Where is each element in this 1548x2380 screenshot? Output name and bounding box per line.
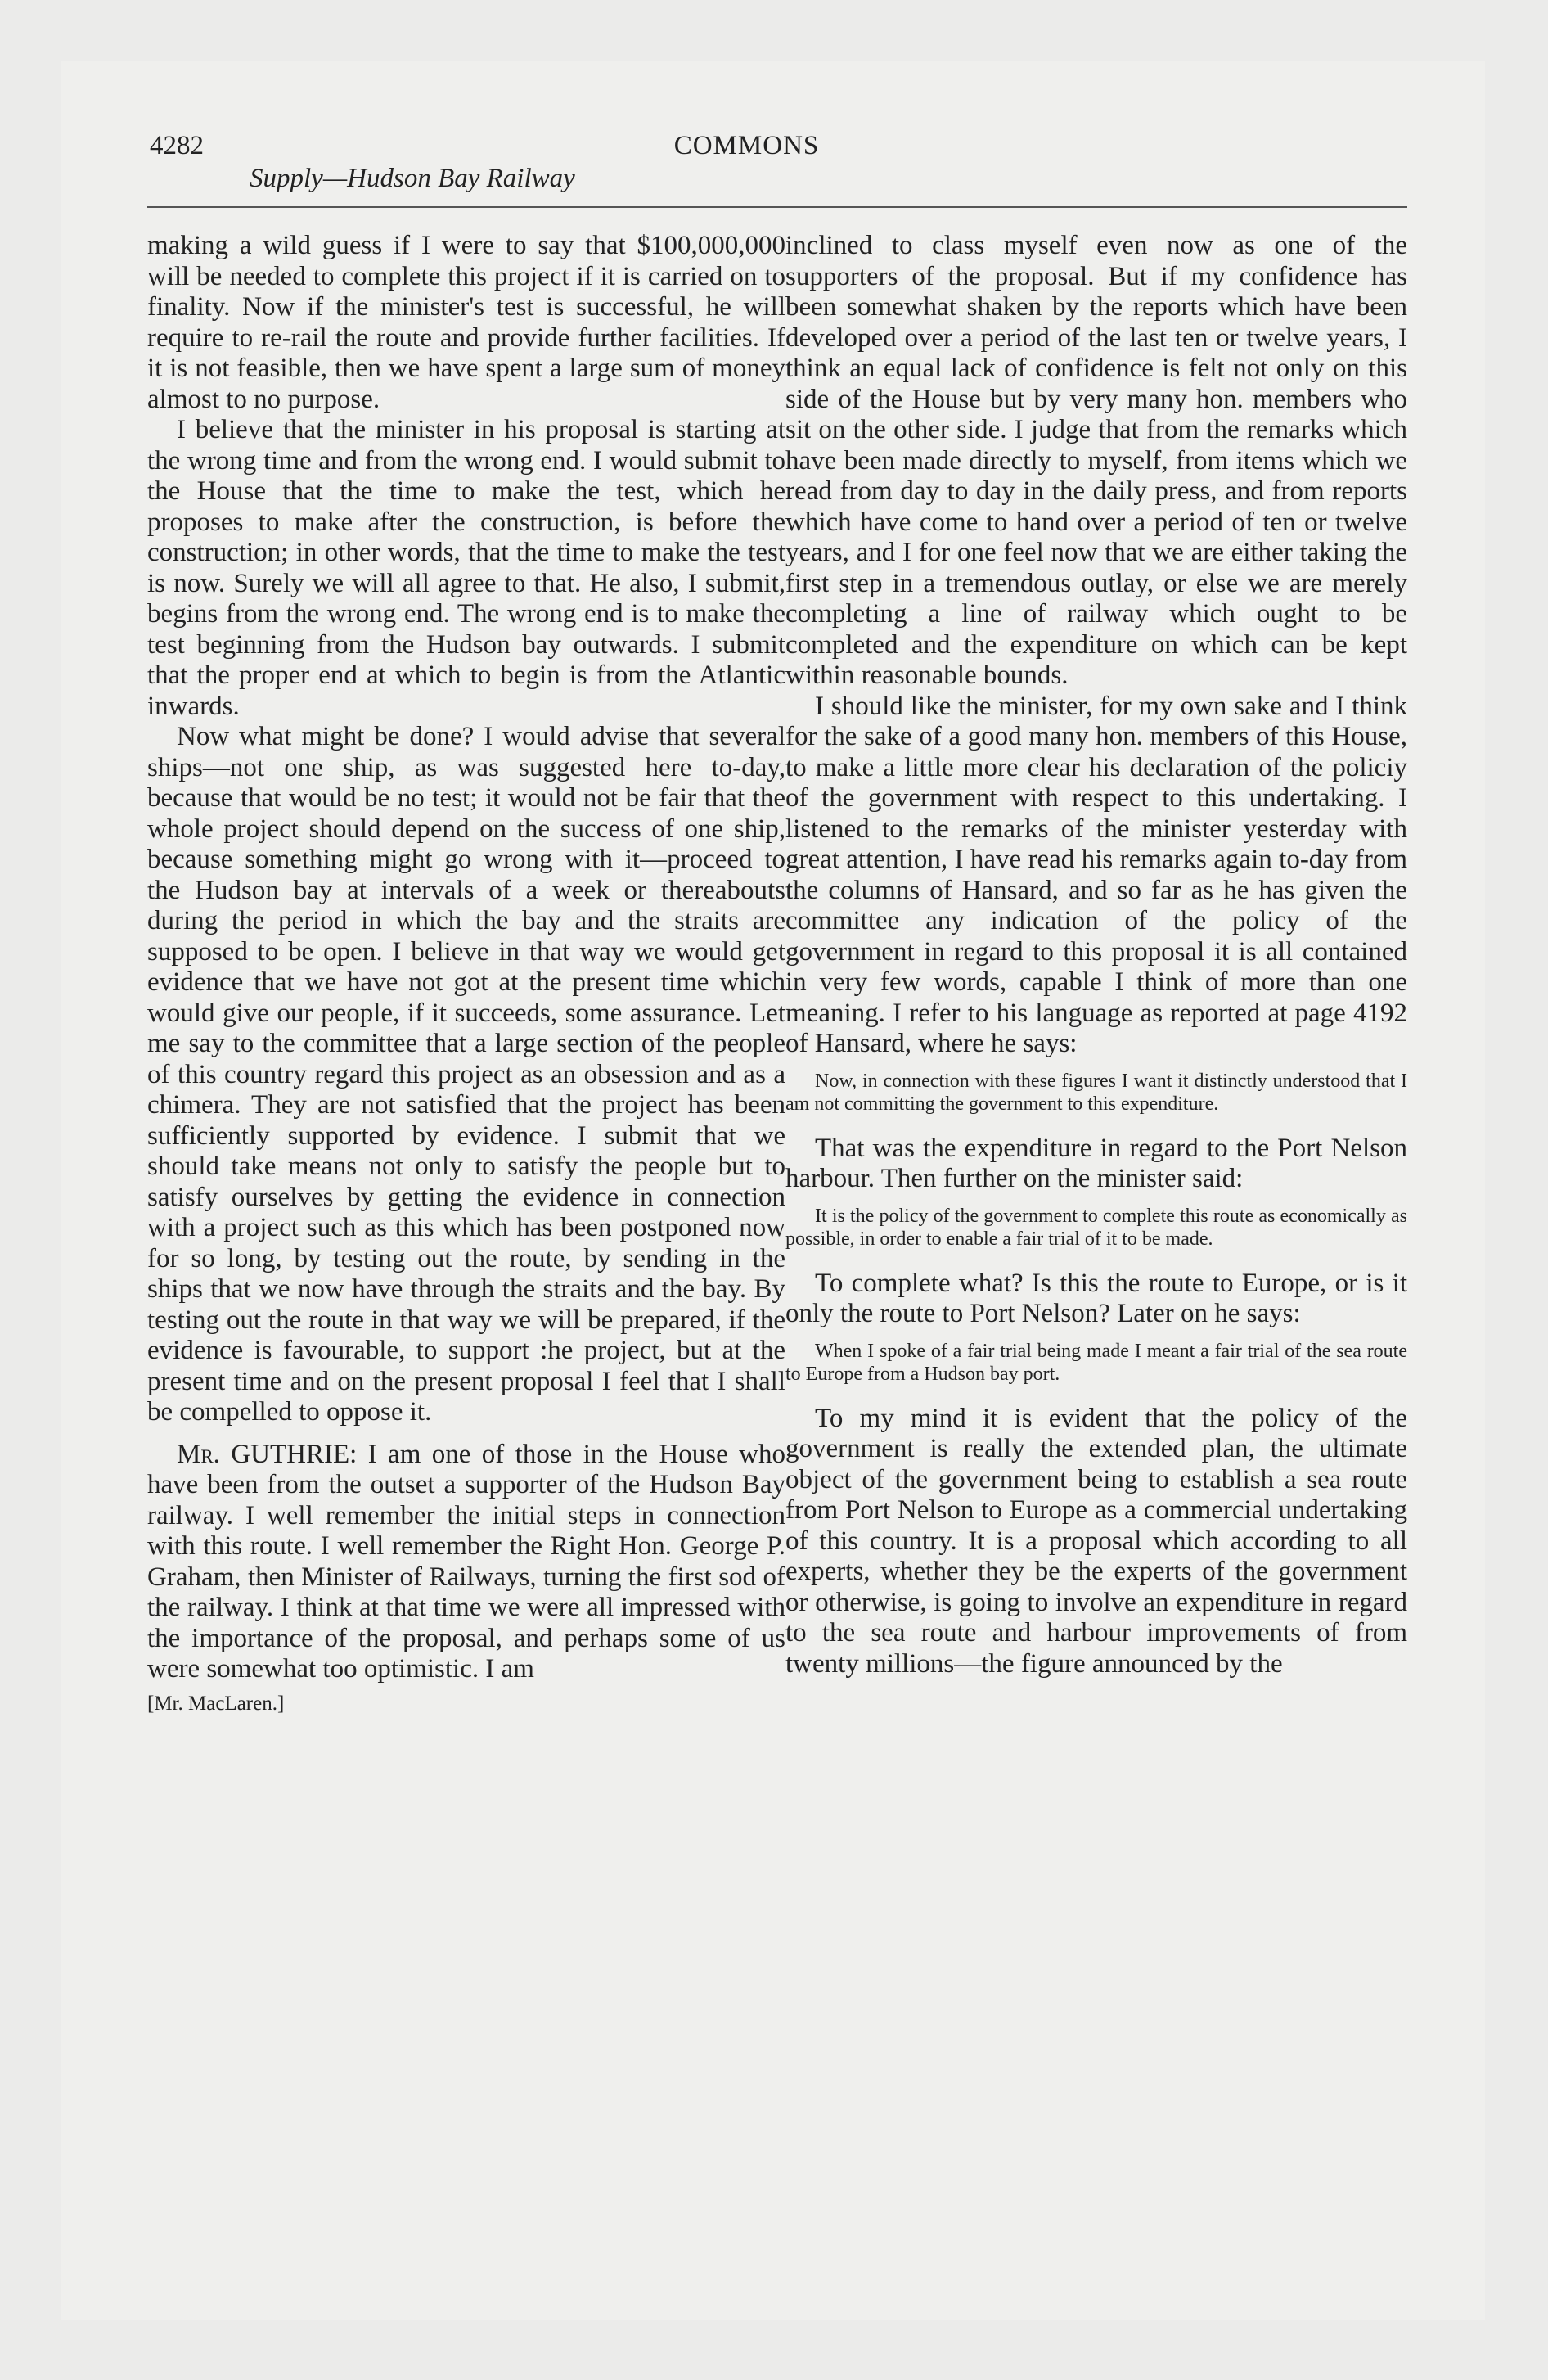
speech-text: I am one of those in the House who have been from the outset a supporter of the Hudson Bay railway. I well remember the initial steps in connection with this route. I well remember the Right Hon. George P. Graham, then Minister of Railways, turning the first sod of the railway. I think at that time we were all impressed with the importance of the proposal, and perhaps some of us were somewhat too optimistic. I am <box>147 1439 785 1684</box>
paragraph: inclined to class myself even now as one of the supporters of the proposal. But if my confidence has been somewhat shaken by the reports which have been developed over a period of the last ten or twelve years, I think an equal lack of confidence is felt not only on this side of the House but by very many hon. members who sit on the other side. I judge that from the remarks which have been made directly to myself, from items which we read from day to day in the daily press, and from reports which have come to hand over a period of ten or twelve years, and I for one feel now that we are either taking the first step in a tremendous outlay, or else we are merely completing a line of railway which ought to be completed and the expenditure on which can be kept within reasonable bounds. <box>785 231 1407 690</box>
page-header <box>86 131 1407 205</box>
header-rule <box>147 206 1407 208</box>
block-quote: It is the policy of the government to complete this route as economically as possible, in order to enable a fair trial of it to be made. <box>785 1205 1407 1250</box>
paragraph: Now what might be done? I would advise that several ships—not one ship, as was suggested here to-day, because that would be no test; it would not be fair that the whole project should depend on the success of one ship, because something might go wrong with it—proceed to the Hudson bay at intervals of a week or thereabouts during the period in which the bay and the straits are supposed to be open. I believe in that way we would get evidence that we have not got at the present time which would give our people, if it succeeds, some assurance. Let me say to the committee that a large section of the people of this country regard this project as an obsession and as a chimera. They are not satisfied that the project has been sufficiently supported by evidence. I submit that we should take means not only to satisfy the people but to satisfy ourselves by getting the evidence in connection with a project such as this which has been postponed now for so long, by testing out the route, by sending in the ships that we now have through the straits and the bay. By testing out the route in that way we will be prepared, if the evidence is favourable, to support :he project, but at the present time and on the present proposal I feel that I shall be compelled to oppose it. <box>147 722 785 1427</box>
running-subtitle: Supply—Hudson Bay Railway <box>250 164 575 193</box>
footer-speaker-note: [Mr. MacLaren.] <box>147 1692 285 1715</box>
paragraph: making a wild guess if I were to say that $100,000,000 will be needed to complete this project if it is carried on to finality. Now if the minister's test is successful, he will require to re-rail the route and provide further facilities. If it is not feasible, then we have spent a large sum of money almost to no purpose. <box>147 231 785 414</box>
paragraph: That was the expenditure in regard to the Port Nelson harbour. Then further on the minister said: <box>785 1133 1407 1193</box>
right-column <box>785 231 1407 1679</box>
section-title: COMMONS <box>673 131 820 160</box>
block-quote: Now, in connection with these figures I want it distinctly understood that I am not committing the government to this expenditure. <box>785 1070 1407 1115</box>
paragraph <box>147 1440 785 1685</box>
paragraph: I believe that the minister in his proposal is starting at the wrong time and from the wrong end. I would submit to the House that the time to make the test, which he proposes to make after the construction, is before the construction; in other words, that the time to make the test is now. Surely we will all agree to that. He also, I submit, begins from the wrong end. The wrong end is to make the test beginning from the Hudson bay outwards. I submit that the proper end at which to begin is from the Atlantic inwards. <box>147 415 785 721</box>
left-column <box>147 231 785 1719</box>
block-quote: When I spoke of a fair trial being made I meant a fair trial of the sea route to Europe from a Hudson bay port. <box>785 1340 1407 1385</box>
paragraph: To my mind it is evident that the policy of the government is really the extended plan, the ultimate object of the government being to establish a sea route from Port Nelson to Europe as a commercial undertaking of this country. It is a proposal which according to all experts, whether they be the experts of the government or otherwise, is going to involve an expenditure in regard to the sea route and harbour improvements of from twenty millions—the figure announced by the <box>785 1403 1407 1679</box>
page-number: 4282 <box>150 131 204 160</box>
paragraph: I should like the minister, for my own sake and I think for the sake of a good many hon. members of this House, to make a little more clear his declaration of the policiy of the government with respect to this undertaking. I listened to the remarks of the minister yesterday with great attention, I have read his remarks again to-day from the columns of Hansard, and so far as he has given the committee any indication of the policy of the government in regard to this proposal it is all contained in very few words, capable I think of more than one meaning. I refer to his language as reported at page 4192 of Hansard, where he says: <box>785 691 1407 1058</box>
paragraph: To complete what? Is this the route to Europe, or is it only the route to Port Nelson? Later on he says: <box>785 1268 1407 1328</box>
speaker-name: Mr. GUTHRIE: <box>177 1439 358 1469</box>
